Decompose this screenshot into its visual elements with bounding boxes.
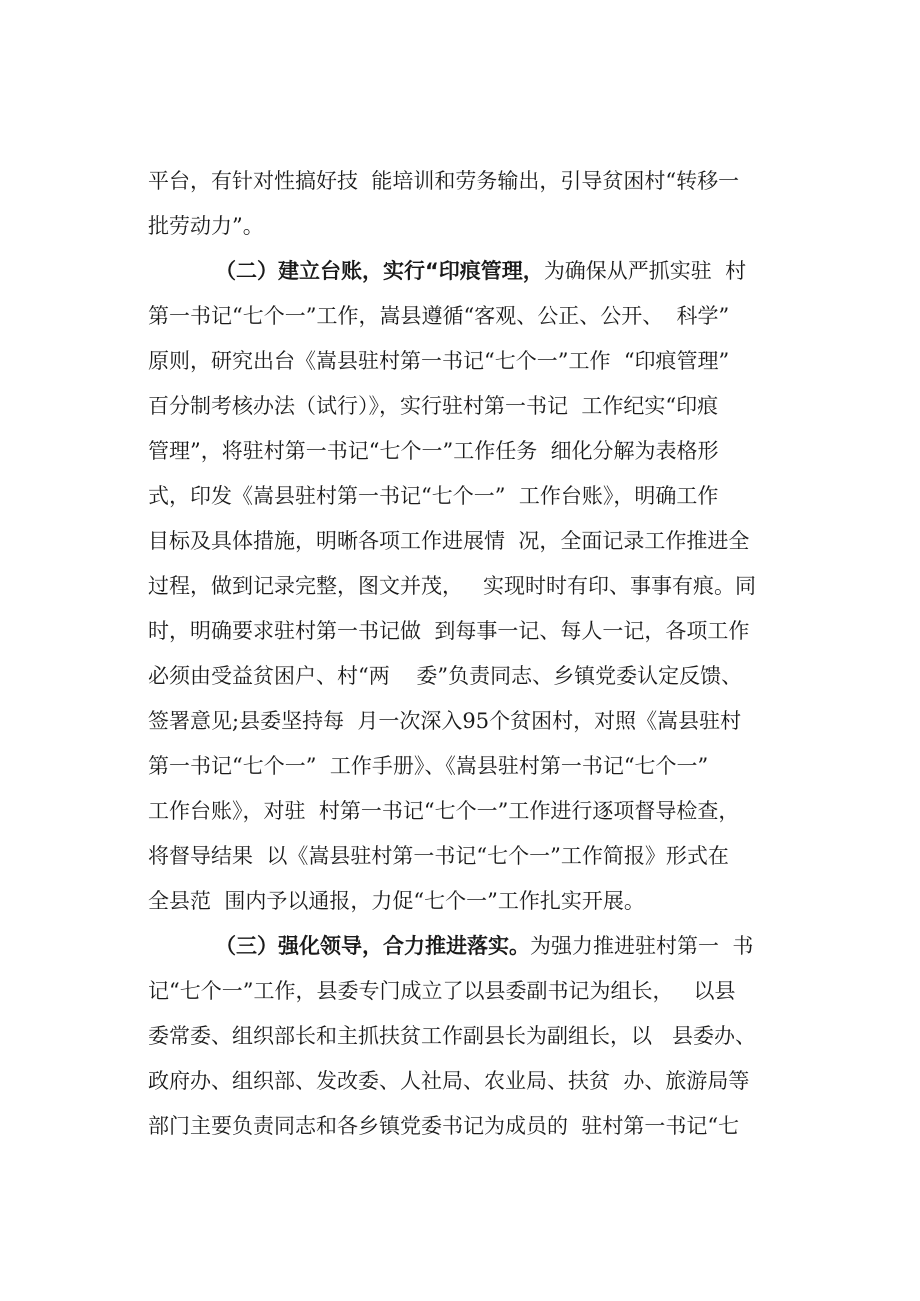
section-2-first-line	[215, 256, 885, 286]
paragraph-line: 委常委、组织部长和主抓扶贫工作副县长为副组长，以 县委办、	[148, 1024, 757, 1048]
paragraph-line: 将督导结果 以《嵩县驻村第一书记“七个一”工作简报》形式在	[148, 844, 729, 868]
paragraph-line: 管理”，将驻村第一书记“七个一”工作任务 细化分解为表格形	[148, 439, 719, 463]
paragraph-line: 记“七个一”工作，县委专门成立了以县委副书记为组长， 以县	[148, 979, 736, 1003]
paragraph-line: 必须由受益贫困户、村“两 委”负责同志、乡镇党委认定反馈、	[148, 664, 743, 688]
paragraph-line: 第一书记“七个一” 工作手册》、《嵩县驻村第一书记“七个一”	[148, 754, 709, 778]
section-3-first-line	[215, 931, 885, 961]
paragraph-line: 第一书记“七个一”工作，嵩县遵循“客观、公正、公开、 科学”	[148, 304, 730, 328]
paragraph-line: 政府办、组织部、发改委、人社局、农业局、扶贫 办、旅游局等	[148, 1069, 750, 1093]
paragraph-line: 批劳动力”。	[148, 214, 264, 238]
section-3-first-line-text: 为强力推进驻村第一 书	[530, 934, 754, 958]
paragraph-line: 平台，有针对性搞好技 能培训和劳务输出，引导贫困村“转移一	[148, 169, 740, 193]
section-3-heading: （三）强化领导，合力推进落实。	[215, 934, 530, 958]
paragraph-line: 工作台账》，对驻 村第一书记“七个一”工作进行逐项督导检查，	[148, 799, 740, 823]
paragraph-line: 时，明确要求驻村第一书记做 到每事一记、每人一记，各项工作	[148, 619, 750, 643]
paragraph-line: 目标及具体措施，明晰各项工作进展情 况，全面记录工作推进全	[148, 529, 750, 553]
paragraph-line: 式，印发《嵩县驻村第一书记“七个一” 工作台账》，明确工作	[148, 484, 719, 508]
section-2-first-line-text: 为确保从严抓实驻 村	[543, 259, 747, 283]
paragraph-line: 签署意见;县委坚持每 月一次深入95个贫困村，对照《嵩县驻村	[148, 709, 742, 733]
paragraph-line: 原则，研究出台《嵩县驻村第一书记“七个一”工作 “印痕管理”	[148, 349, 730, 373]
section-2-heading: （二）建立台账，实行“印痕管理，	[215, 259, 544, 283]
paragraph-line: 部门主要负责同志和各乡镇党委书记为成员的 驻村第一书记“七	[148, 1114, 740, 1138]
paragraph-line: 全县范 围内予以通报，力促“七个一”工作扎实开展。	[148, 889, 645, 913]
paragraph-line: 过程，做到记录完整，图文并茂， 实现时时有印、事事有痕。同	[148, 574, 757, 598]
paragraph-line: 百分制考核办法（试行）》，实行驻村第一书记 工作纪实“印痕	[148, 394, 719, 418]
